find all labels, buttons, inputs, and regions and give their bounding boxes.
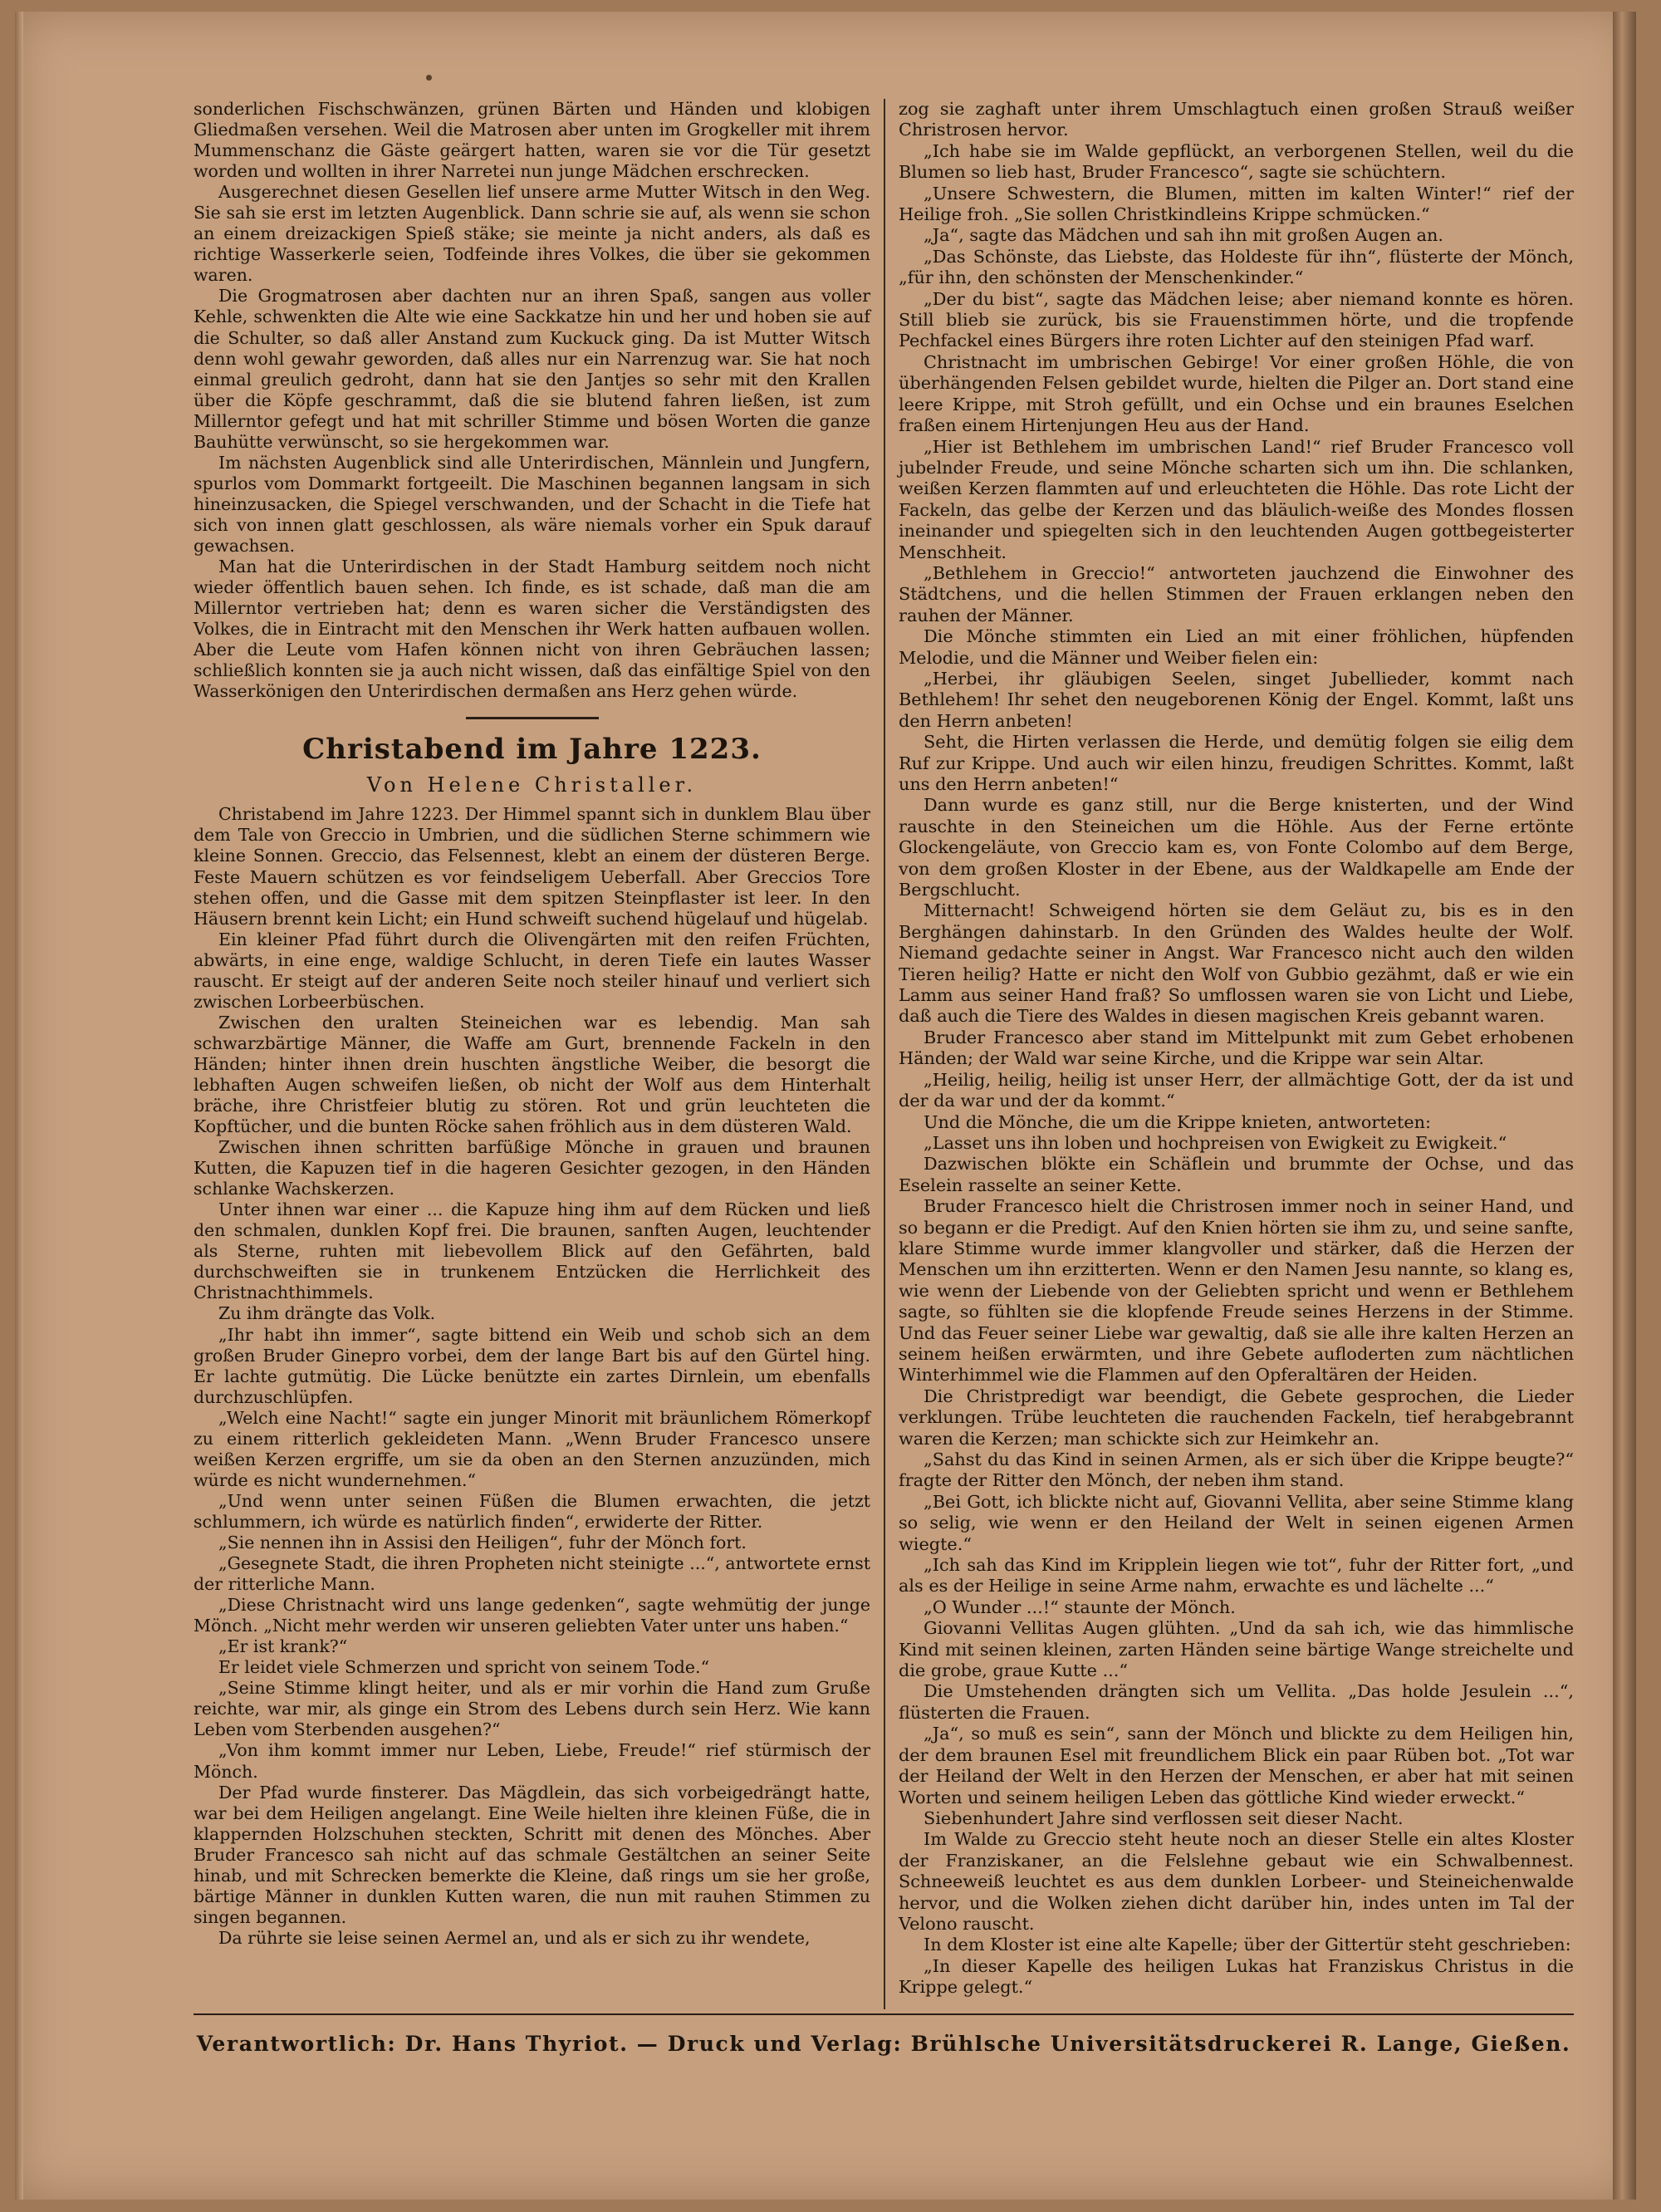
paragraph: Giovanni Vellitas Augen glühten. „Und da sah ich, wie das himmlische Kind mit seinen kleinen, zarten Händen seine bärtige Wange streichelte und die grobe, graue Kutte ...“ — [899, 1618, 1574, 1681]
imprint-line: Verantwortlich: Dr. Hans Thyriot. — Druck und Verlag: Brühlsche Universitätsdruckerei R. Lange, Gießen. — [196, 2032, 1571, 2056]
paragraph: Ein kleiner Pfad führt durch die Olivengärten mit den reifen Früchten, abwärts, in eine enge, waldige Schlucht, in deren Tiefe ein lautes Wasser rauscht. Er steigt auf der anderen Seite noch steiler hinauf und verliert sich zwischen Lorbeerbüschen. — [194, 929, 870, 1012]
paragraph: Unter ihnen war einer ... die Kapuze hing ihm auf dem Rücken und ließ den schmalen, dunklen Kopf frei. Die braunen, sanften Augen, leuchtender als Sterne, ruhten mit liebevollem Blick auf den Gefährten, bald durchschweiften sie in trunkenem Entzücken die Herrlichkeit des Christnachthimmels. — [194, 1199, 870, 1303]
paragraph: Die Umstehenden drängten sich um Vellita. „Das holde Jesulein ...“, flüsterten die Frauen. — [899, 1681, 1574, 1723]
newspaper-page — [15, 12, 1636, 2200]
footer-rule — [194, 2013, 1574, 2015]
paragraph: „Das Schönste, das Liebste, das Holdeste für ihn“, flüsterte der Mönch, „für ihn, den schönsten der Menschenkinder.“ — [899, 246, 1574, 288]
paragraph: Im Walde zu Greccio steht heute noch an dieser Stelle ein altes Kloster der Franziskaner, an die Felslehne gebaut wie ein Schwalbennest. Schneeweiß leuchtet es aus dem dunklen Lorbeer- und Steineichenwalde hervor, und die Wolken ziehen dicht darüber hin, indes unten im Tal der Velono rauscht. — [899, 1829, 1574, 1934]
paragraph: Die Mönche stimmten ein Lied an mit einer fröhlichen, hüpfenden Melodie, und die Männer und Weiber fielen ein: — [899, 626, 1574, 668]
paragraph: „Ihr habt ihn immer“, sagte bittend ein Weib und schob sich an dem großen Bruder Ginepro vorbei, dem der lange Bart bis auf den Gürtel hing. Er lachte gutmütig. Die Lücke benützte ein zartes Dirnlein, um ebenfalls durchzuschlüpfen. — [194, 1324, 870, 1407]
paragraph: „Unsere Schwestern, die Blumen, mitten im kalten Winter!“ rief der Heilige froh. „Sie sollen Christkindleins Krippe schmücken.“ — [899, 183, 1574, 225]
paragraph: „Bei Gott, ich blickte nicht auf, Giovanni Vellita, aber seine Stimme klang so selig, wie wenn er den Heiland der Welt in seinen eigenen Armen wiegte.“ — [899, 1491, 1574, 1554]
paragraph: „Heilig, heilig, heilig ist unser Herr, der allmächtige Gott, der da ist und der da war und der da kommt.“ — [899, 1069, 1574, 1111]
paragraph: „Sie nennen ihn in Assisi den Heiligen“, fuhr der Mönch fort. — [218, 1533, 747, 1552]
paragraph: „In dieser Kapelle des heiligen Lukas hat Franziskus Christus in die Krippe gelegt.“ — [899, 1955, 1574, 1998]
paragraph: „Ja“, sagte das Mädchen und sah ihn mit großen Augen an. — [924, 225, 1443, 246]
paragraph: Die Grogmatrosen aber dachten nur an ihren Spaß, sangen aus voller Kehle, schwenkten die Alte wie eine Sackkatze hin und her und hoben sie auf die Schulter, so daß aller Anstand zum Kuckuck ging. Da ist Mutter Witsch denn wohl gewahr geworden, daß alles nur ein Narrenzug war. Sie hat noch einmal greulich gedroht, dann hat sie den Jantjes so sehr mit den Krallen über die Köpfe geschrammt, daß die sie blutend fahren ließen, ist zum Millerntor gefegt und hat mit schriller Stimme und bösen Worten die ganze Bauhütte verwünscht, so sie hergekommen war. — [194, 286, 870, 452]
paragraph: „Von ihm kommt immer nur Leben, Liebe, Freude!“ rief stürmisch der Mönch. — [194, 1740, 870, 1782]
article-title: Christabend im Jahre 1223. — [302, 733, 762, 767]
paragraph: Und die Mönche, die um die Krippe knieten, antworteten: — [924, 1111, 1432, 1132]
paragraph: Zwischen ihnen schritten barfüßige Mönche in grauen und braunen Kutten, die Kapuzen tief in die hageren Gesichter gezogen, in den Händen schlanke Wachskerzen. — [194, 1137, 870, 1199]
paragraph: Dann wurde es ganz still, nur die Berge knisterten, und der Wind rauschte in den Steineichen um die Höhle. Aus der Ferne ertönte Glockengeläute, von Greccio kam es, von Fonte Colombo auf dem Berge, von dem großen Kloster in der Ebene, aus der Waldkapelle am Ende der Bergschlucht. — [899, 795, 1574, 900]
paragraph: Ausgerechnet diesen Gesellen lief unsere arme Mutter Witsch in den Weg. Sie sah sie erst im letzten Augenblick. Dann schrie sie auf, als wenn sie schon an einem dreizackigen Spieß stäke; sie meinte ja nicht anders, als daß es richtige Wasserkerle seien, Todfeinde ihres Volkes, die über sie gekommen waren. — [194, 182, 870, 286]
paragraph: „Ja“, so muß es sein“, sann der Mönch und blickte zu dem Heiligen hin, der dem braunen Esel mit freundlichem Blick ein paar Rüben bot. „Tot war der Heiland der Welt in den Herzen der Menschen, er aber hat mit seinen Worten und seinem heiligen Leben das göttliche Kind wieder erweckt.“ — [899, 1724, 1574, 1807]
paragraph: Da rührte sie leise seinen Aermel an, und als er sich zu ihr wendete, — [218, 1927, 811, 1948]
paragraph: „Herbei, ihr gläubigen Seelen, singet Jubellieder, kommt nach Bethlehem! Ihr sehet den neugeborenen König der Engel. Kommt, laßt uns den Herrn anbeten! — [899, 668, 1574, 731]
paragraph: „Diese Christnacht wird uns lange gedenken“, sagte wehmütig der junge Mönch. „Nicht mehr werden wir unseren geliebten Vater unter uns haben.“ — [194, 1595, 870, 1636]
page-left-edge — [15, 12, 23, 2200]
paragraph: Die Christpredigt war beendigt, die Gebete gesprochen, die Lieder verklungen. Trübe leuchteten die rauchenden Fackeln, tief herabgebrannt waren die Kerzen; man schickte sich zur Heimkehr an. — [899, 1386, 1574, 1449]
left-column — [194, 99, 870, 1949]
paragraph: Zu ihm drängte das Volk. — [218, 1303, 436, 1324]
right-column — [899, 99, 1574, 1999]
paragraph: Mitternacht! Schweigend hörten sie dem Geläut zu, bis es in den Berghängen dahinstarb. In den Gründen des Waldes heulte der Wolf. Niemand gedachte seiner in Angst. War Francesco nicht auch den wilden Tieren heilig? Hatte er nicht den Wolf von Gubbio gezähmt, daß er wie ein Lamm aus seiner Hand fraß? So umflossen waren sie von Licht und Liebe, daß auch die Tiere des Waldes in diesen magischen Kreis gebannt waren. — [899, 900, 1574, 1027]
paragraph: „O Wunder ...!“ staunte der Mönch. — [924, 1596, 1236, 1617]
paragraph: „Und wenn unter seinen Füßen die Blumen erwachten, die jetzt schlummern, ich würde es natürlich finden“, erwiderte der Ritter. — [194, 1490, 870, 1532]
paragraph: „Ich habe sie im Walde gepflückt, an verborgenen Stellen, weil du die Blumen so lieb hast, Bruder Francesco“, sagte sie schüchtern. — [899, 140, 1574, 183]
paragraph: „Der du bist“, sagte das Mädchen leise; aber niemand konnte es hören. Still blieb sie zurück, bis sie Frauenstimmen hörte, und die tropfende Pechfackel eines Bürgers ihre roten Lichter auf den steinigen Pfad warf. — [899, 288, 1574, 351]
paragraph: zog sie zaghaft unter ihrem Umschlagtuch einen großen Strauß weißer Christrosen hervor. — [899, 99, 1574, 140]
page-binding-edge — [1613, 12, 1636, 2200]
paragraph: „Er ist krank?“ — [218, 1636, 348, 1657]
paragraph: sonderlichen Fischschwänzen, grünen Bärten und Händen und klobigen Gliedmaßen versehen. Weil die Matrosen aber unten im Grogkeller mit ihrem Mummenschanz die Gäste geärgert hatten, waren sie vor die Tür gesetzt worden und wollten in ihrer Narretei nun junge Mädchen erschrecken. — [194, 99, 870, 182]
paragraph: Bruder Francesco hielt die Christrosen immer noch in seiner Hand, und so begann er die Predigt. Auf den Knien hörten sie ihm zu, und seine sanfte, klare Stimme wurde immer klangvoller und stärker, daß die Herzen der Menschen um ihn erzitterten. Wenn er den Namen Jesu nannte, so klang es, wie wenn der Liebende von der Geliebten spricht und wenn er Bethlehem sagte, so fühlten sie die klopfende Freude seines Herzens in der Stimme. Und das Feuer seiner Liebe war gewaltig, daß sie alle ihre kalten Herzen an seinem heißen erwärmten, und ihre Gebete aufloderten zum nächtlichen Winterhimmel wie die Flammen auf den Opferaltären der Heiden. — [899, 1196, 1574, 1386]
paragraph: „Ich sah das Kind im Kripplein liegen wie tot“, fuhr der Ritter fort, „und als es der Heilige in seine Arme nahm, erwachte es und lächelte ...“ — [899, 1555, 1574, 1596]
paragraph: Im nächsten Augenblick sind alle Unterirdischen, Männlein und Jungfern, spurlos vom Dommarkt fortgeeilt. Die Maschinen begannen langsam in sich hineinzusacken, die Spiegel verschwanden, und der Schacht in die Tiefe hat sich von innen glatt geschlossen, als wäre niemals vorher ein Spuk darauf gewachsen. — [194, 452, 870, 556]
paragraph: Seht, die Hirten verlassen die Herde, und demütig folgen sie eilig dem Ruf zur Krippe. Und auch wir eilen hinzu, freudigen Schrittes. Kommt, laßt uns den Herrn anbeten!“ — [899, 732, 1574, 794]
paragraph: Siebenhundert Jahre sind verflossen seit dieser Nacht. — [924, 1807, 1404, 1828]
paragraph: „Lasset uns ihn loben und hochpreisen von Ewigkeit zu Ewigkeit.“ — [924, 1132, 1507, 1153]
paragraph: Christabend im Jahre 1223. Der Himmel spannt sich in dunklem Blau über dem Tale von Greccio in Umbrien, und die südlichen Sterne schimmern wie kleine Sonnen. Greccio, das Felsennest, klebt an einem der düsteren Berge. Feste Mauern schützen es vor feindseligem Ueberfall. Aber Greccios Tore stehen offen, und die Gasse mit dem spitzen Steinpflaster ist leer. In den Häusern brennt kein Licht; ein Hund schweift suchend hügelauf und hügelab. — [194, 804, 870, 929]
paragraph: „Welch eine Nacht!“ sagte ein junger Minorit mit bräunlichem Römerkopf zu einem ritterlich gekleideten Mann. „Wenn Bruder Francesco unsere weißen Kerzen ergriffe, um sie da oben an den Sternen anzuzünden, mich würde es nicht wundernehmen.“ — [194, 1407, 870, 1490]
section-rule — [466, 717, 599, 719]
paragraph: „Seine Stimme klingt heiter, und als er mir vorhin die Hand zum Gruße reichte, war mir, als ginge ein Strom des Lebens durch sein Herz. Wie kann Leben vom Sterbenden ausgehen?“ — [194, 1678, 870, 1740]
article-byline: Von Helene Christaller. — [366, 773, 698, 797]
previous-story-continuation — [194, 99, 870, 702]
article-body-left — [194, 804, 870, 1949]
paragraph: „Hier ist Bethlehem im umbrischen Land!“ rief Bruder Francesco voll jubelnder Freude, und seine Mönche scharten sich um ihn. Die schlanken, weißen Kerzen flammten auf und erleuchteten die Höhle. Das rote Licht der Fackeln, das gelbe der Kerzen und das bläulich-weiße des Mondes flossen ineinander und spiegelten sich in den leuchtenden Augen gottbegeisterter Menschheit. — [899, 436, 1574, 562]
paragraph: „Bethlehem in Greccio!“ antworteten jauchzend die Einwohner des Städtchens, und die hellen Stimmen der Frauen erklangen neben den rauhen der Männer. — [899, 562, 1574, 625]
paragraph: Dazwischen blökte ein Schäflein und brummte der Ochse, und das Eselein rasselte an seiner Kette. — [899, 1154, 1574, 1195]
paragraph: „Gesegnete Stadt, die ihren Propheten nicht steinigte ...“, antwortete ernst der ritterliche Mann. — [194, 1553, 870, 1595]
paragraph: Der Pfad wurde finsterer. Das Mägdlein, das sich vorbeigedrängt hatte, war bei dem Heiligen angelangt. Eine Weile hielten ihre kleinen Füße, die in klappernden Holzschuhen steckten, Schritt mit denen des Mönches. Aber Bruder Francesco sah nicht auf das schmale Gestältchen an seiner Seite hinab, und mit Schrecken bemerkte die Kleine, daß rings um sie her große, bärtige Männer in dunklen Kutten waren, die nun mit rauhen Stimmen zu singen begannen. — [194, 1782, 870, 1927]
article-body-right — [899, 99, 1574, 1999]
paragraph: Bruder Francesco aber stand im Mittelpunkt mit zum Gebet erhobenen Händen; der Wald war seine Kirche, und die Krippe war sein Altar. — [899, 1027, 1574, 1069]
paragraph: Christnacht im umbrischen Gebirge! Vor einer großen Höhle, die von überhängenden Felsen gebildet wurde, hielten die Pilger an. Dort stand eine leere Krippe, mit Stroh gefüllt, und ein Ochse und ein braunes Eselchen fraßen einem Hirtenjungen Heu aus der Hand. — [899, 351, 1574, 436]
paragraph: In dem Kloster ist eine alte Kapelle; über der Gittertür steht geschrieben: — [924, 1935, 1571, 1955]
paragraph: Er leidet viele Schmerzen und spricht von seinem Tode.“ — [218, 1657, 710, 1678]
paragraph: Man hat die Unterirdischen in der Stadt Hamburg seitdem noch nicht wieder öffentlich bauen sehen. Ich finde, es ist schade, daß man die am Millerntor vertrieben hat; denn es waren sicher die Verständigsten des Volkes, die in Eintracht mit den Menschen ihr Werk hatten aufbauen wollen. Aber die Leute vom Hafen können nicht von ihren Gebräuchen lassen; schließlich konnten sie ja auch nicht wissen, daß das einfältige Spiel von den Wasserkönigen den Unterirdischen dermaßen ans Herz gehen würde. — [194, 557, 870, 702]
column-divider — [884, 99, 885, 2009]
print-speck — [426, 75, 432, 81]
paragraph: „Sahst du das Kind in seinen Armen, als er sich über die Krippe beugte?“ fragte der Ritter den Mönch, der neben ihm stand. — [899, 1449, 1574, 1491]
paragraph: Zwischen den uralten Steineichen war es lebendig. Man sah schwarzbärtige Männer, die Waffe am Gurt, brennende Fackeln in den Händen; hinter ihnen drein huschten ängstliche Weiber, die besorgt die lebhaften Augen schweifen ließen, ob nicht der Wolf aus dem Hinterhalt bräche, ihre Christfeier blutig zu stören. Rot und grün leuchteten die Kopftücher, und die bunten Röcke sahen fröhlich aus in dem düsteren Wald. — [194, 1012, 870, 1137]
